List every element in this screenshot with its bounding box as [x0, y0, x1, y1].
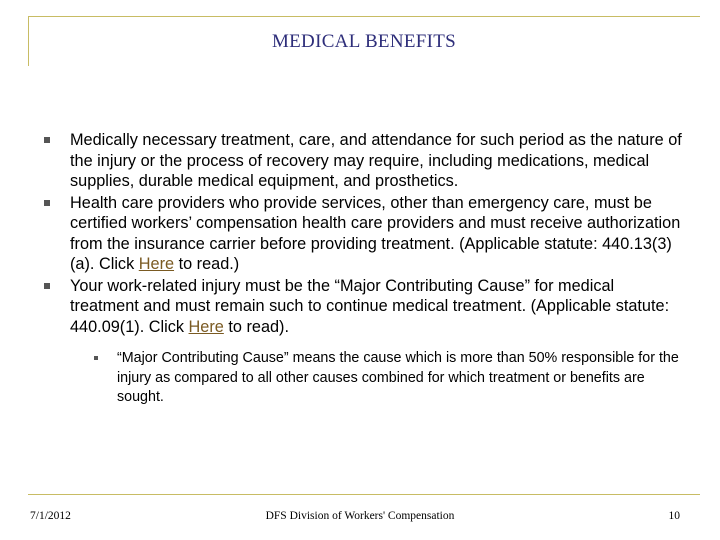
footer-divider — [28, 494, 700, 495]
slide-title: MEDICAL BENEFITS — [271, 31, 457, 52]
bullet-text-end: to read.) — [174, 255, 240, 273]
sub-bullet-definition — [94, 349, 684, 408]
bullet-item-providers — [44, 193, 684, 275]
here-link-statute-440-09[interactable]: Here — [188, 317, 224, 336]
bullet-item-major-cause — [44, 276, 684, 338]
square-bullet-icon — [44, 200, 50, 206]
footer-organization: DFS Division of Workers' Compensation — [265, 510, 455, 522]
bullet-text: Medically necessary treatment, care, and attendance for such period as the nature of the injury or the process of recovery may require, including medications, medical supplies, durable medical equipment, and prosthetics. — [70, 131, 682, 190]
bullet-list — [44, 130, 684, 408]
page-number: 10 — [668, 510, 680, 522]
sub-bullet-text: “Major Contributing Cause” means the cause which is more than 50% responsible for the injury as compared to all other causes combined for which treatment or benefits are sought. — [117, 350, 679, 405]
square-bullet-icon — [44, 137, 50, 143]
bullet-item-treatment — [44, 130, 684, 192]
bullet-text-end: to read). — [223, 317, 290, 336]
frame-top-line — [28, 16, 700, 17]
small-square-bullet-icon — [94, 356, 98, 360]
footer-date: 7/1/2012 — [30, 510, 71, 522]
square-bullet-icon — [44, 283, 50, 289]
bullet-text: Your work-related injury must be the “Major Contributing Cause” for medical treatment and must remain such to continue medical treatment. (Applicable statute: 440.09(1). Click — [70, 276, 670, 336]
bullet-text: Health care providers who provide services, other than emergency care, must be certified workers’ compensation health care providers and must receive authorization from the insurance carrier before providing treatment. (Applicable statute: 440.13(3)(a). Click — [70, 193, 681, 273]
here-link-statute-440-13[interactable]: Here — [138, 255, 175, 273]
